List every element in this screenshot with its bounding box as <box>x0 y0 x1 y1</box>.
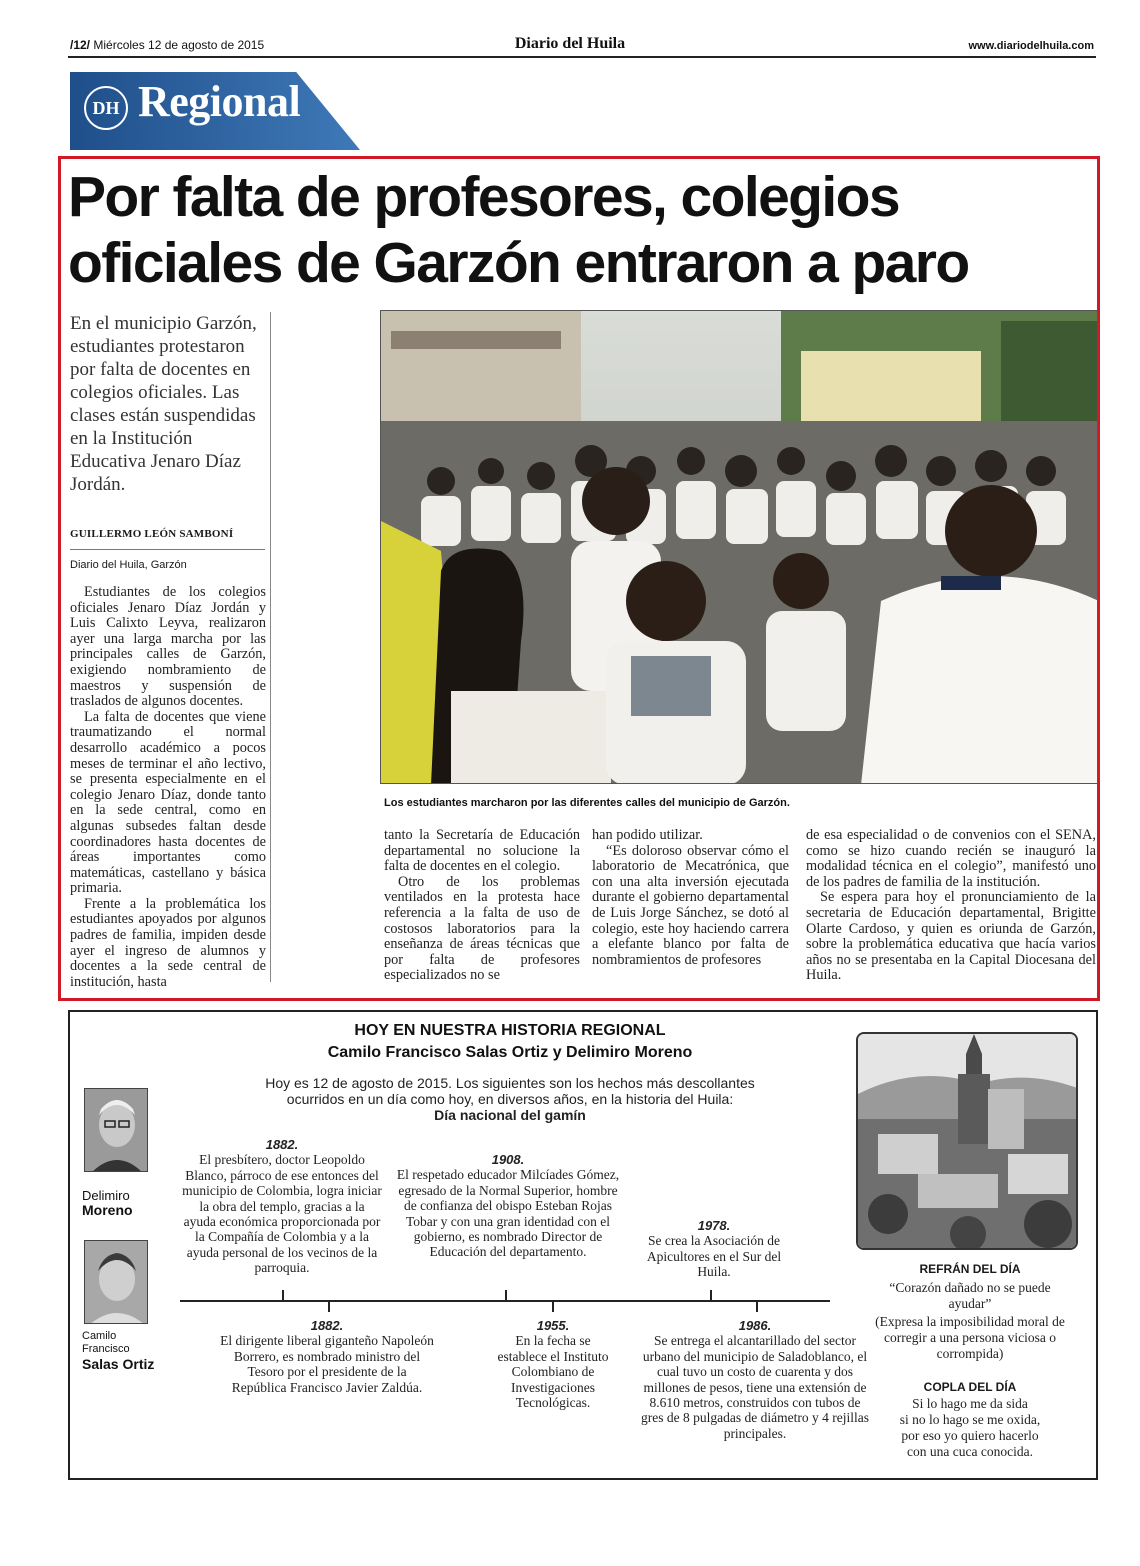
event-year: 1986. <box>738 1318 772 1333</box>
paragraph: La falta de docentes que viene traumatizando el normal desarrollo académico a pocos meses de terminar el año lectivo, se presenta especialmente en el colegio Jenaro Díaz, donde tanto en la sede central, como en algunas subsedes faltan desde coordinadores hasta docentes de áreas importantes como matemáticas, castellano y básica primaria. <box>70 708 266 897</box>
event-text: El presbítero, doctor Leopoldo Blanco, párroco de ese entonces del municipio de Colombia, logra iniciar la obra del templo, gracias a la ayuda económica proporcionada por la Compañía de Colombia y a la ayuda personal de los vecinos de la parroquia. <box>182 1152 382 1276</box>
paragraph: “Es doloroso observar cómo el laboratorio de Mecatrónica, que con una alta inversión ejecutada durante el gobierno departamental de Luis Jorge Sánchez, se dotó al colegio, este hoy haciendo carrera a elefante blanco por falta de nombramientos de profesores <box>592 842 789 968</box>
copla-line: si no lo hago se me oxida, <box>899 1412 1041 1427</box>
event-year: 1955. <box>536 1318 570 1333</box>
article-column-1 <box>70 585 266 990</box>
article-photo-students-march <box>380 310 1098 784</box>
event-text: Se crea la Asociación de Apicultores en el Sur del Huila. <box>646 1233 782 1280</box>
history-event <box>396 1152 620 1260</box>
paragraph: Estudiantes de los colegios oficiales Jenaro Díaz Jordán y Luis Calixto Leyva, realizaron ayer una larga marcha por las principales calles de Garzón, exigiendo nombramiento de maestros y suspensión de traslados de algunos docentes. <box>70 584 266 710</box>
paragraph: Otro de los problemas ventilados en la protesta hace referencia a la falta de uso de costosos laboratorios para la enseñanza de áreas técnicas que por falta de profesores especializados no se <box>384 873 580 984</box>
site-url: www.diariodelhuila.com <box>968 40 1094 52</box>
event-year: 1978. <box>697 1218 731 1233</box>
timeline-tick <box>756 1300 758 1312</box>
person-1-last: Moreno <box>82 1202 133 1218</box>
refran-quote: “Corazón dañado no se puede ayudar” <box>889 1280 1051 1311</box>
history-title-block <box>260 1020 760 1064</box>
article-column-4 <box>806 828 1096 984</box>
dateline: Diario del Huila, Garzón <box>70 559 187 571</box>
article-column-2 <box>384 828 580 984</box>
byline: GUILLERMO LEÓN SAMBONÍ <box>70 528 234 540</box>
paragraph: tanto la Secretaría de Educación departamental no solucione la falta de docentes en el colegio. <box>384 827 580 875</box>
history-event <box>640 1318 870 1441</box>
history-title: HOY EN NUESTRA HISTORIA REGIONAL <box>354 1022 666 1039</box>
paragraph: Se espera para hoy el pronunciamiento de la secretaria de Educación departamental, Brigitte Olarte Cardoso, y quien es oriunda de Garzón, sobre la problemática educativa que hacía varios años no se presentaba en la Capital Diocesana del Huila. <box>806 889 1096 984</box>
masthead: Diario del Huila <box>514 35 626 52</box>
refran-title: REFRÁN DEL DÍA <box>919 1262 1021 1276</box>
person-1-name <box>82 1188 133 1218</box>
page-number: /12/ <box>70 38 91 52</box>
column-divider <box>270 312 271 982</box>
history-subtitle: Camilo Francisco Salas Ortiz y Delimiro Moreno <box>327 1044 693 1061</box>
event-year: 1908. <box>491 1152 525 1167</box>
event-text: El respetado educador Milcíades Gómez, egresado de la Normal Superior, hombre de confianza del obispo Esteban Rojas Tobar y con una gran identidad con el gobierno, es nombrado Director de Educación del departamento. <box>396 1167 620 1260</box>
event-year: 1882. <box>265 1137 299 1152</box>
portrait-delimiro-moreno <box>84 1088 148 1172</box>
timeline-tick <box>282 1290 284 1302</box>
history-intro: Hoy es 12 de agosto de 2015. Los siguientes son los hechos más descollantes ocurridos en un día como hoy, en diversos años, en la historia del Huila: <box>265 1075 755 1107</box>
person-2-first: Camilo Francisco <box>82 1330 130 1355</box>
person-1-first: Delimiro <box>82 1188 130 1203</box>
refran-explanation: (Expresa la imposibilidad moral de corregir a una persona viciosa o corrompida) <box>875 1314 1065 1361</box>
dh-logo: DH <box>84 86 128 130</box>
article-headline: Por falta de profesores, colegios oficiales de Garzón entraron a paro <box>68 165 969 295</box>
portrait-camilo-salas <box>84 1240 148 1324</box>
portrait-image <box>85 1241 148 1324</box>
timeline-tick <box>552 1300 554 1312</box>
town-photo-illustration <box>858 1034 1078 1250</box>
timeline-tick <box>710 1290 712 1302</box>
timeline-tick <box>505 1290 507 1302</box>
issue-date: Miércoles 12 de agosto de 2015 <box>93 38 265 52</box>
photo-caption: Los estudiantes marcharon por las diferentes calles del municipio de Garzón. <box>384 797 790 809</box>
event-year: 1882. <box>310 1318 344 1333</box>
person-2-last: Salas Ortiz <box>82 1356 155 1372</box>
event-text: En la fecha se establece el Instituto Colombiano de Investigaciones Tecnológicas. <box>497 1333 609 1411</box>
history-intro-bold: Día nacional del gamín <box>434 1107 586 1123</box>
event-text: El dirigente liberal giganteño Napoleón Borrero, es nombrado ministro del Tesoro por el presidente de la República Francisco Javier Zaldúa. <box>220 1333 434 1395</box>
timeline-tick <box>328 1300 330 1312</box>
article-lead: En el municipio Garzón, estudiantes protestaron por falta de docentes en colegios oficiales. Las clases están suspendidas en la Institución Educativa Jenaro Díaz Jordán. <box>70 313 257 495</box>
section-title: Regional <box>138 77 301 126</box>
copla-text <box>860 1396 1080 1460</box>
event-text: Se entrega el alcantarillado del sector urbano del municipio de Saladoblanco, el cual tuvo un costo de cuarenta y dos millones de pesos, tiene una extensión de 8.610 metros, construidos con tubos de gres de 8 pulgadas de diámetro y 4 rejillas principales. <box>641 1333 869 1441</box>
copla-line: por eso yo quiero hacerlo <box>901 1428 1039 1443</box>
copla-title: COPLA DEL DÍA <box>923 1380 1017 1394</box>
copla-line: con una cuca conocida. <box>907 1444 1033 1459</box>
crowd-photo-illustration <box>381 311 1098 784</box>
history-event <box>220 1318 434 1395</box>
header-rule <box>68 56 1096 58</box>
history-intro-block <box>240 1075 780 1123</box>
paragraph: Frente a la problemática los estudiantes apoyados por algunos padres de familia, impiden desde ayer el ingreso de alumnos y docentes a la sede central de institución, hasta <box>70 895 266 990</box>
copla-line: Si lo hago me da sida <box>912 1396 1028 1411</box>
byline-rule <box>70 549 265 550</box>
article-column-3 <box>592 828 789 968</box>
paragraph: de esa especialidad o de convenios con el SENA, como se hizo cuando recién se inauguró la modalidad técnica en el colegio”, manifestó uno de los padres de familia de la institución. <box>806 827 1096 890</box>
paragraph: han podido utilizar. <box>592 827 703 843</box>
history-event <box>644 1218 784 1280</box>
portrait-image <box>85 1089 148 1172</box>
town-photo <box>856 1032 1078 1250</box>
person-2-name <box>82 1330 154 1372</box>
history-event <box>182 1137 382 1276</box>
history-event <box>492 1318 614 1410</box>
